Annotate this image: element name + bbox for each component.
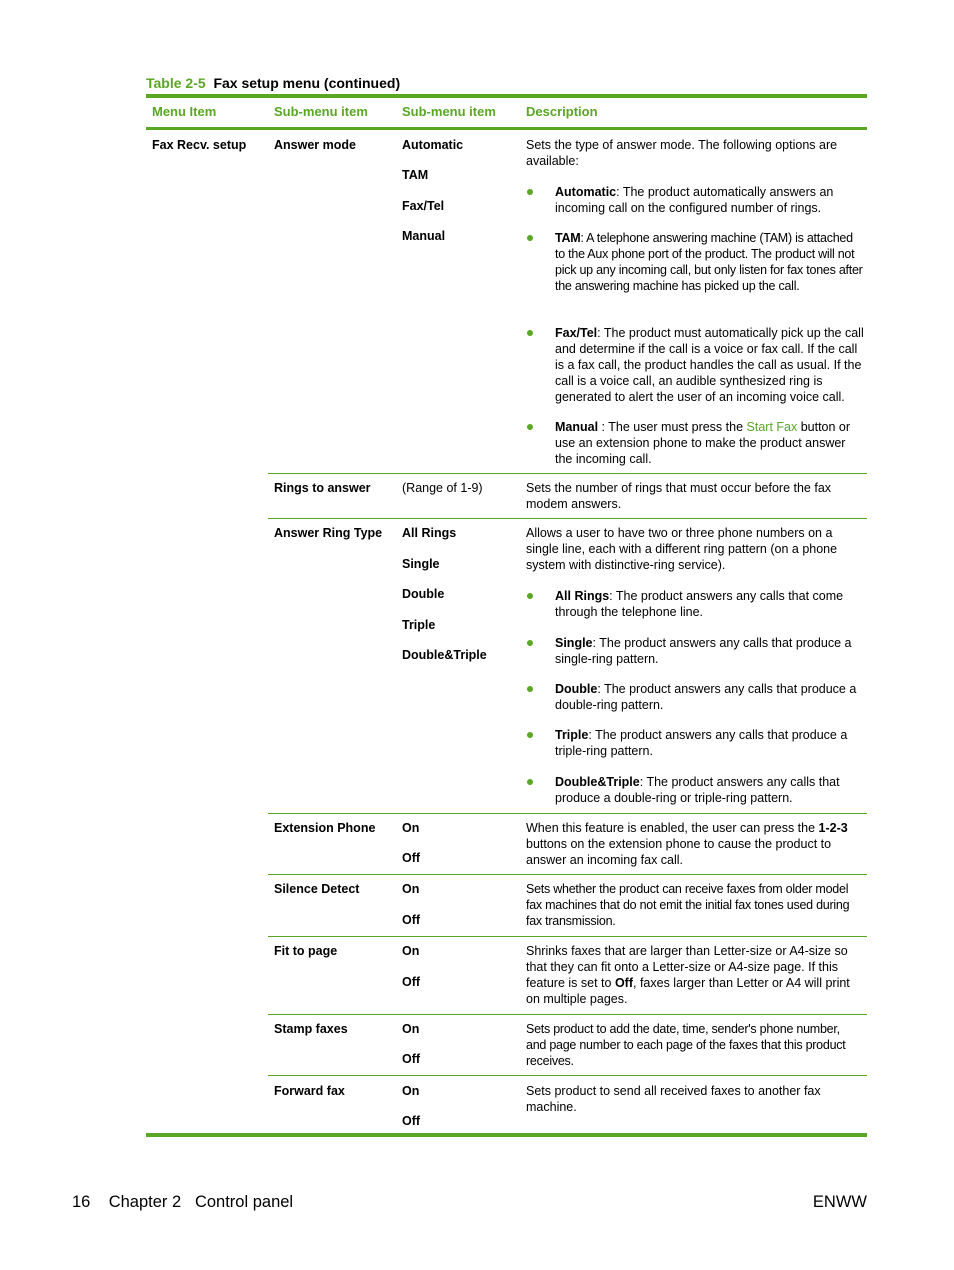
header-menu-item: Menu Item bbox=[152, 104, 217, 119]
footer-brand: ENWW bbox=[812, 1193, 867, 1211]
submenu-rings-to-answer: Rings to answer bbox=[274, 481, 371, 495]
bullet-icon bbox=[527, 330, 533, 336]
row-divider bbox=[268, 473, 867, 474]
table-title: Fax setup menu (continued) bbox=[213, 75, 401, 91]
submenu-fit-to-page: Fit to page bbox=[274, 944, 338, 958]
table-bottom-rule bbox=[146, 1133, 867, 1137]
bullet-icon bbox=[527, 424, 533, 430]
option-triple: Triple bbox=[402, 618, 436, 632]
table-number: Table 2-5 bbox=[146, 75, 206, 91]
start-fax-link: Start Fax bbox=[746, 420, 798, 434]
submenu-forward-fax: Forward fax bbox=[274, 1084, 345, 1098]
chapter-label: Chapter 2 bbox=[108, 1193, 182, 1211]
section-label: Control panel bbox=[194, 1193, 294, 1211]
ring-type-bullet-triple: Triple: The product answers any calls that produce a triple-ring pattern. bbox=[555, 728, 848, 758]
answer-mode-bullet-tam: TAM: A telephone answering machine (TAM) is attached to the Aux phone port of the product. The product will not pick up any incoming call, but only listen for fax tones after the answering machine has picked up the call. bbox=[555, 231, 863, 293]
option-single: Single bbox=[402, 557, 440, 571]
row-divider bbox=[268, 1014, 867, 1015]
row-divider bbox=[268, 518, 867, 519]
fit-to-page-desc: Shrinks faxes that are larger than Letter-size or A4-size so that they can fit onto a Letter-size or A4-size page. If this feature is set to Off, faxes larger than Letter or A4 will print on multiple pages. bbox=[526, 944, 850, 1006]
bullet-icon bbox=[527, 732, 533, 738]
menu-item-fax-recv-setup: Fax Recv. setup bbox=[152, 138, 247, 152]
option-manual: Manual bbox=[402, 229, 446, 243]
option-off: Off bbox=[402, 1114, 421, 1128]
submenu-stamp-faxes: Stamp faxes bbox=[274, 1022, 348, 1036]
extension-phone-desc: When this feature is enabled, the user can press the 1-2-3 buttons on the extension phone to cause the product to answer an incoming fax call. bbox=[526, 821, 848, 867]
ring-type-bullet-double: Double: The product answers any calls that produce a double-ring pattern. bbox=[555, 682, 857, 712]
option-on: On bbox=[402, 944, 420, 958]
option-double-triple: Double&Triple bbox=[402, 648, 487, 662]
silence-detect-desc: Sets whether the product can receive faxes from older model fax machines that do not emit the initial fax tones used during fax transmission. bbox=[526, 882, 850, 928]
submenu-answer-mode: Answer mode bbox=[274, 138, 356, 152]
answer-mode-intro: Sets the type of answer mode. The following options are available: bbox=[526, 138, 838, 168]
option-on: On bbox=[402, 1084, 420, 1098]
page-number: 16 bbox=[72, 1193, 91, 1211]
row-divider bbox=[268, 813, 867, 814]
bullet-icon bbox=[527, 189, 533, 195]
stamp-faxes-desc: Sets product to add the date, time, sender's phone number, and page number to each page of the faxes that this product receives. bbox=[526, 1022, 846, 1068]
header-sub-menu-item-2: Sub-menu item bbox=[402, 104, 496, 119]
bullet-icon bbox=[527, 640, 533, 646]
table-top-rule bbox=[146, 94, 867, 98]
answer-mode-bullet-automatic: Automatic: The product automatically answers an incoming call on the configured number of rings. bbox=[555, 185, 834, 215]
option-off: Off bbox=[402, 975, 421, 989]
option-on: On bbox=[402, 882, 420, 896]
row-divider bbox=[268, 1075, 867, 1076]
option-double: Double bbox=[402, 587, 445, 601]
answer-mode-bullet-fax-tel: Fax/Tel: The product must automatically pick up the call and determine if the call is a voice or fax call. If the call is a fax call, the product handles the call as usual. If the call is a voice call, an audible synthesized ring is generated to alert the user of an incoming voice call. bbox=[555, 326, 864, 404]
option-off: Off bbox=[402, 1052, 421, 1066]
row-divider bbox=[268, 936, 867, 937]
row-divider bbox=[268, 874, 867, 875]
bullet-icon bbox=[527, 779, 533, 785]
bullet-icon bbox=[527, 593, 533, 599]
ring-type-bullet-all-rings: All Rings: The product answers any calls that come through the telephone line. bbox=[555, 589, 844, 619]
option-on: On bbox=[402, 821, 420, 835]
option-off: Off bbox=[402, 851, 421, 865]
header-sub-menu-item-1: Sub-menu item bbox=[274, 104, 368, 119]
rings-range: (Range of 1-9) bbox=[402, 481, 483, 495]
submenu-silence-detect: Silence Detect bbox=[274, 882, 360, 896]
submenu-answer-ring-type: Answer Ring Type bbox=[274, 526, 383, 540]
answer-ring-type-intro: Allows a user to have two or three phone numbers on a single line, each with a different ring pattern (on a phone system with distinctive-ring service). bbox=[526, 526, 838, 572]
rings-to-answer-desc: Sets the number of rings that must occur before the fax modem answers. bbox=[526, 481, 832, 511]
option-tam: TAM bbox=[402, 168, 429, 182]
page-footer-left bbox=[72, 1192, 293, 1212]
table-caption bbox=[146, 75, 400, 91]
option-off: Off bbox=[402, 913, 421, 927]
header-description: Description bbox=[526, 104, 598, 119]
option-all-rings: All Rings bbox=[402, 526, 457, 540]
forward-fax-desc: Sets product to send all received faxes to another fax machine. bbox=[526, 1084, 821, 1114]
bullet-icon bbox=[527, 235, 533, 241]
ring-type-bullet-double-triple: Double&Triple: The product answers any calls that produce a double-ring or triple-ring pattern. bbox=[555, 775, 840, 805]
option-fax-tel: Fax/Tel bbox=[402, 199, 445, 213]
header-bottom-rule bbox=[146, 127, 867, 130]
answer-mode-bullet-manual: Manual : The user must press the Start Fax button or use an extension phone to make the product answer the incoming call. bbox=[555, 420, 851, 466]
bullet-icon bbox=[527, 686, 533, 692]
ring-type-bullet-single: Single: The product answers any calls that produce a single-ring pattern. bbox=[555, 636, 852, 666]
option-on: On bbox=[402, 1022, 420, 1036]
submenu-extension-phone: Extension Phone bbox=[274, 821, 376, 835]
option-automatic: Automatic bbox=[402, 138, 464, 152]
